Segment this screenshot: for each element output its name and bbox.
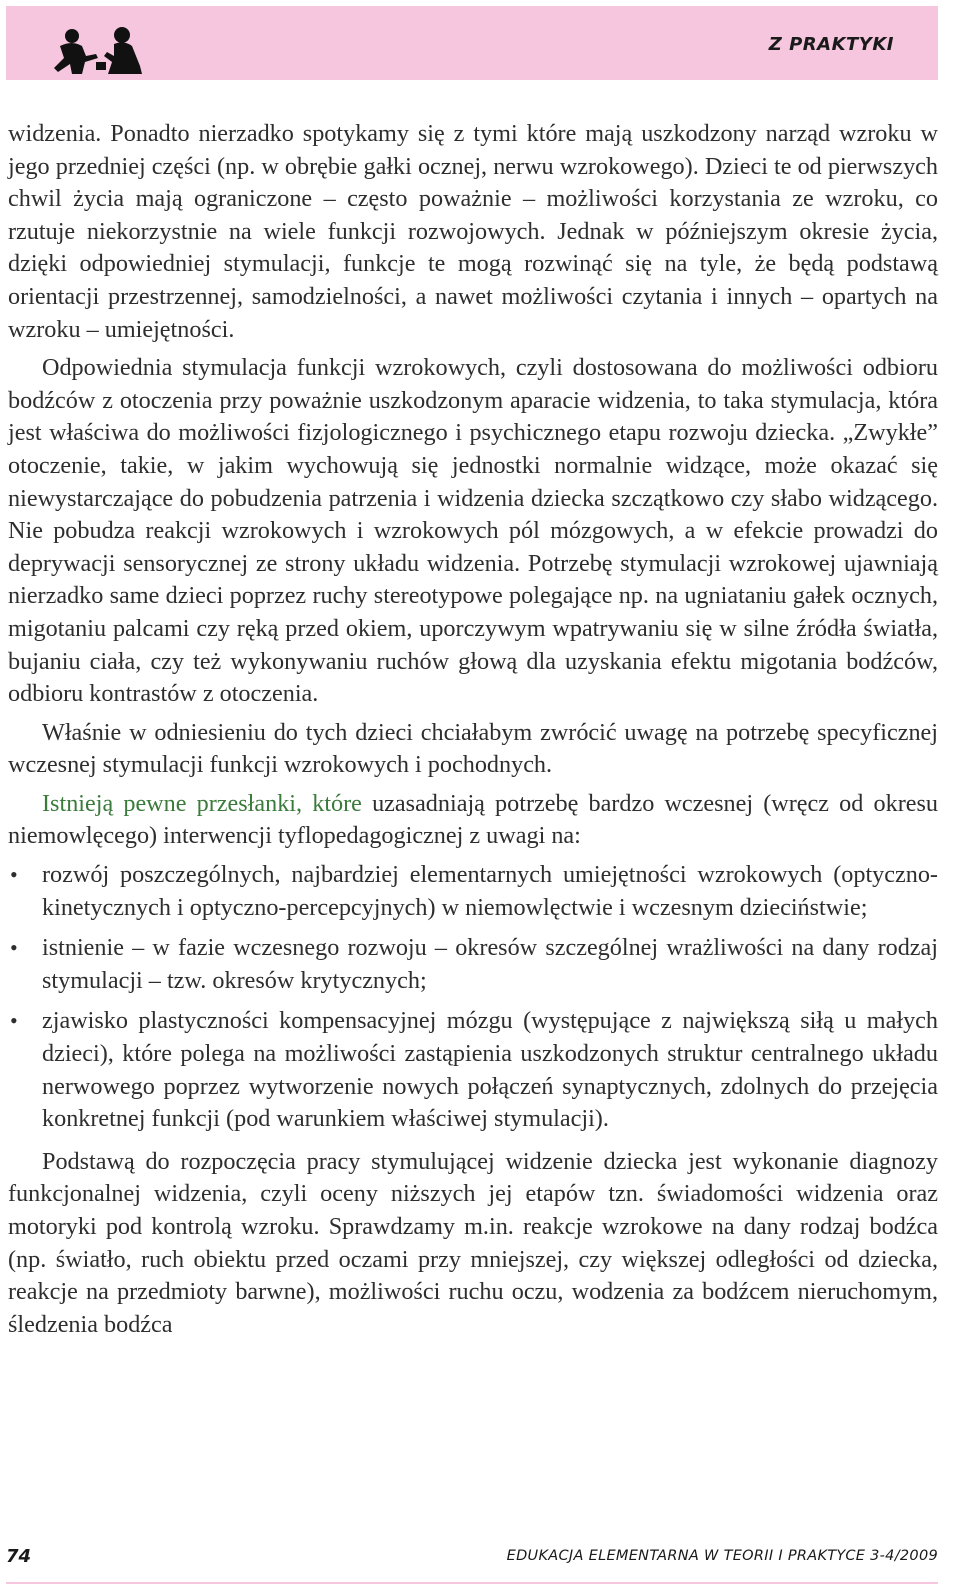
section-label: Z PRAKTYKI	[768, 34, 894, 55]
journal-title: EDUKACJA ELEMENTARNA W TEORII I PRAKTYCE 3-4/2009	[506, 1548, 938, 1564]
bullet-icon: •	[10, 862, 18, 888]
footer-divider	[6, 1582, 938, 1584]
list-item-text: zjawisko plastyczności kompensacyjnej mózgu (występujące z największą siłą u małych dzieci), które polega na możliwości zastąpienia uszkodzonych struktur centralnego układu nerwowego poprzez wytworzenie nowych połączeń synaptycznych, zdolnych do przejęcia konkretnej funkcji (pod warunkiem właściwej stymulacji).	[42, 1007, 938, 1133]
bullet-list	[8, 859, 938, 1136]
header-band	[6, 6, 938, 80]
paragraph-1: widzenia. Ponadto nierzadko spotykamy się z tymi które mają uszkodzony narząd wzroku w jego przedniej części (np. w obrębie gałki ocznej, nerwu wzrokowego). Dzieci te od pierwszych chwil życia mają ograniczone – często poważnie – możliwości korzystania ze wzroku, co rzutuje niekorzystnie na wiele funkcji rozwojowych. Jednak w późniejszym okresie życia, dzięki odpowiedniej stymulacji, funkcje te mogą rozwinąć się na tyle, że będą podstawą orientacji przestrzennej, samodzielności, a nawet możliwości czytania i innych – opartych na wzroku – umiejętności.	[8, 120, 938, 343]
bullet-icon: •	[10, 1008, 18, 1034]
paragraph-2: Odpowiednia stymulacja funkcji wzrokowych, czyli dostosowana do możliwości odbioru bodźców z otoczenia przy poważnie uszkodzonym aparacie widzenia, to taka stymulacja, która jest właściwa do możliwości fizjologicznego i psychicznego etapu rozwoju dziecka. „Zwykłe” otoczenie, takie, w jakim wychowują się jednostki normalnie widzące, może okazać się niewystarczające do pobudzenia patrzenia i widzenia dziecka szczątkowo czy słabo widzącego. Nie pobudza reakcji wzrokowych i wzrokowych pól mózgowych, a w efekcie prowadzi do deprywacji sensorycznej ze strony układu widzenia. Potrzebę stymulacji wzrokowej ujawniają nierzadko same dzieci poprzez ruchy stereotypowe polegające np. na ugniataniu gałek ocznych, migotaniu palcami czy ręką przed okiem, uporczywym wpatrywaniu się w silne źródła światła, bujaniu ciała, czy też wykonywaniu ruchów głową dla uzyskania efektu migotania bodźców, odbioru kontrastów z otoczenia.	[8, 354, 938, 708]
paragraph-3: Właśnie w odniesieniu do tych dzieci chciałabym zwrócić uwagę na potrzebę specyficznej wczesnej stymulacji funkcji wzrokowych i pochodnych.	[8, 718, 938, 779]
paragraph-4	[8, 788, 938, 853]
list-item	[8, 1005, 938, 1135]
highlighted-phrase: Istnieją pewne przesłanki, które	[42, 789, 362, 817]
children-silhouette-icon	[52, 26, 144, 76]
list-item-text: istnienie – w fazie wczesnego rozwoju – okresów szczególnej wrażliwości na dany rodzaj stymulacji – tzw. okresów krytycznych;	[42, 934, 938, 994]
list-item	[8, 932, 938, 997]
list-item-text: rozwój poszczególnych, najbardziej elementarnych umiejętności wzrokowych (optyczno-kinetycznych i optyczno-percepcyjnych) w niemowlęctwie i wczesnym dzieciństwie;	[42, 861, 938, 921]
page-footer	[6, 1546, 938, 1572]
paragraph-5: Podstawą do rozpoczęcia pracy stymulującej widzenie dziecka jest wykonanie diagnozy funkcjonalnej widzenia, czyli oceny niższych jej etapów tzn. świadomości widzenia oraz motoryki pod kontrolą wzroku. Sprawdzamy m.in. reakcje wzrokowe na dany rodzaj bodźca (np. światło, ruch obiektu przed oczami przy mniejszej, czy większej odległości od dziecka, reakcje na przedmioty barwne), możliwości ruchu oczu, wodzenia za bodźcem nieruchomym, śledzenia bodźca	[8, 1147, 938, 1338]
bullet-icon: •	[10, 935, 18, 961]
list-item	[8, 859, 938, 924]
page-number: 74	[6, 1546, 32, 1567]
article-body	[8, 118, 938, 1347]
paragraph-4-rest: uzasadniają potrzebę bardzo wczesnej (wręcz od okresu niemowlęcego) interwencji tyflopedagogicznej z uwagi na:	[8, 789, 938, 850]
